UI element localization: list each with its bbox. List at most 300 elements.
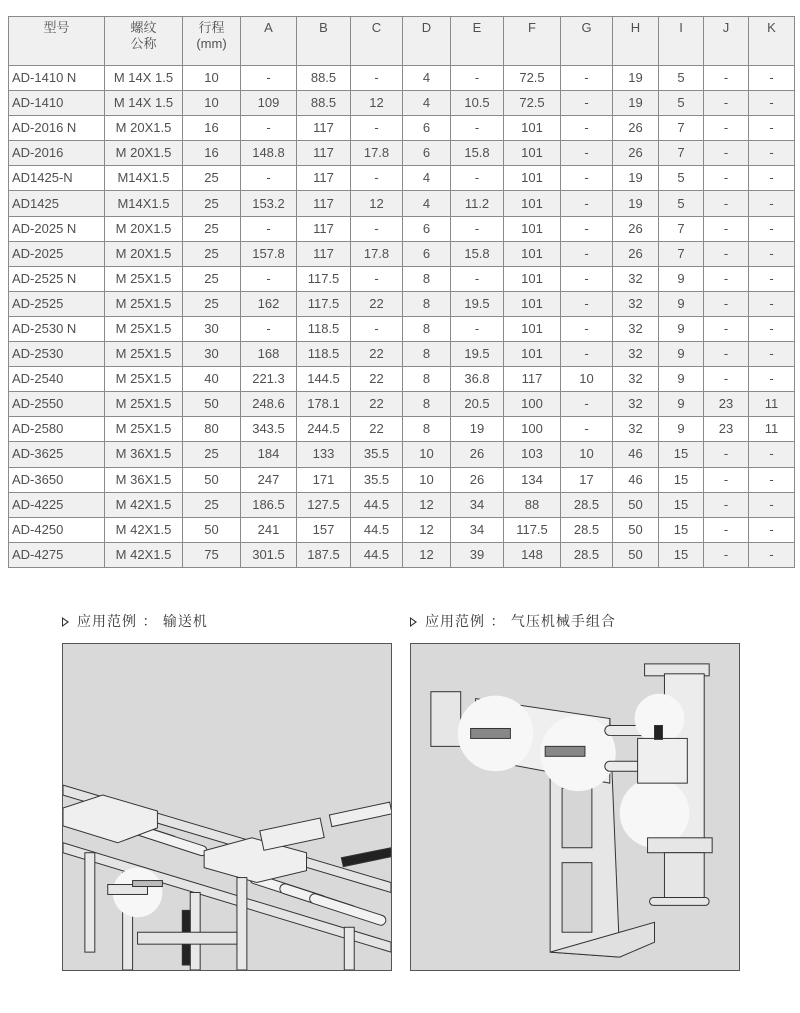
table-row <box>9 116 795 141</box>
model-cell: AD-3650 <box>9 467 105 492</box>
column-header-line1: 型号 <box>43 20 70 35</box>
table-cell: 301.5 <box>241 542 297 567</box>
table-cell: 28.5 <box>561 517 613 542</box>
table-cell: 6 <box>403 141 451 166</box>
table-cell: - <box>749 241 795 266</box>
table-cell: 10 <box>183 66 241 91</box>
table-cell: 22 <box>351 392 403 417</box>
table-row <box>9 216 795 241</box>
column-header-line1: H <box>630 20 641 35</box>
table-cell: 101 <box>504 166 561 191</box>
model-cell: AD-4275 <box>9 542 105 567</box>
table-cell: 118.5 <box>297 316 351 341</box>
model-cell: AD-1410 <box>9 91 105 116</box>
column-header-line1: B <box>319 20 328 35</box>
table-cell: - <box>704 291 749 316</box>
column-header <box>704 17 749 66</box>
table-row <box>9 442 795 467</box>
table-cell: 101 <box>504 266 561 291</box>
table-cell: 103 <box>504 442 561 467</box>
table-cell: 148 <box>504 542 561 567</box>
table-cell: 8 <box>403 316 451 341</box>
column-header <box>749 17 795 66</box>
table-cell: 5 <box>659 191 704 216</box>
table-cell: M 42X1.5 <box>105 492 183 517</box>
table-cell: 34 <box>451 492 504 517</box>
table-cell: 184 <box>241 442 297 467</box>
table-cell: 25 <box>183 166 241 191</box>
table-cell: - <box>749 367 795 392</box>
table-cell: - <box>749 216 795 241</box>
table-cell: 17 <box>561 467 613 492</box>
table-cell: 16 <box>183 141 241 166</box>
table-cell: 26 <box>451 442 504 467</box>
table-cell: 50 <box>613 517 659 542</box>
table-cell: - <box>704 116 749 141</box>
table-cell: 117 <box>297 166 351 191</box>
table-row <box>9 141 795 166</box>
model-cell: AD-2525 N <box>9 266 105 291</box>
table-cell: 343.5 <box>241 417 297 442</box>
table-cell: 12 <box>351 91 403 116</box>
table-cell: M 20X1.5 <box>105 116 183 141</box>
table-cell: 9 <box>659 417 704 442</box>
table-cell: 117 <box>297 216 351 241</box>
table-cell: 8 <box>403 367 451 392</box>
table-cell: 9 <box>659 316 704 341</box>
table-cell: - <box>561 191 613 216</box>
conveyor-drawing <box>63 644 391 970</box>
table-cell: M 42X1.5 <box>105 517 183 542</box>
column-header <box>451 17 504 66</box>
table-cell: 15.8 <box>451 241 504 266</box>
table-cell: M 25X1.5 <box>105 266 183 291</box>
table-cell: 10 <box>403 442 451 467</box>
table-cell: 25 <box>183 241 241 266</box>
table-cell: 8 <box>403 392 451 417</box>
table-cell: - <box>351 116 403 141</box>
table-cell: 32 <box>613 291 659 316</box>
table-cell: 26 <box>613 141 659 166</box>
table-cell: 11 <box>749 417 795 442</box>
table-cell: 117 <box>504 367 561 392</box>
table-cell: - <box>561 266 613 291</box>
table-cell: - <box>561 392 613 417</box>
table-cell: 10.5 <box>451 91 504 116</box>
table-cell: - <box>749 342 795 367</box>
table-cell: 17.8 <box>351 241 403 266</box>
table-cell: 15 <box>659 492 704 517</box>
table-cell: 117.5 <box>297 266 351 291</box>
table-cell: 44.5 <box>351 492 403 517</box>
table-cell: 20.5 <box>451 392 504 417</box>
table-cell: 101 <box>504 241 561 266</box>
table-cell: 7 <box>659 241 704 266</box>
table-cell: - <box>451 316 504 341</box>
table-cell: 4 <box>403 191 451 216</box>
table-cell: 12 <box>403 517 451 542</box>
table-row <box>9 367 795 392</box>
table-cell: 117 <box>297 241 351 266</box>
table-cell: - <box>749 467 795 492</box>
model-cell: AD1425-N <box>9 166 105 191</box>
table-row <box>9 467 795 492</box>
table-cell: - <box>704 367 749 392</box>
model-cell: AD-2016 <box>9 141 105 166</box>
table-cell: 28.5 <box>561 492 613 517</box>
table-cell: - <box>561 316 613 341</box>
table-cell: 44.5 <box>351 542 403 567</box>
table-cell: 39 <box>451 542 504 567</box>
table-cell: 25 <box>183 492 241 517</box>
table-cell: 178.1 <box>297 392 351 417</box>
table-cell: 8 <box>403 266 451 291</box>
table-cell: 157 <box>297 517 351 542</box>
table-cell: 186.5 <box>241 492 297 517</box>
table-cell: - <box>749 266 795 291</box>
table-cell: - <box>561 116 613 141</box>
table-cell: - <box>749 141 795 166</box>
table-cell: 101 <box>504 316 561 341</box>
table-cell: 248.6 <box>241 392 297 417</box>
table-cell: 247 <box>241 467 297 492</box>
column-header-line1: E <box>472 20 482 35</box>
model-cell: AD-2025 N <box>9 216 105 241</box>
table-row <box>9 66 795 91</box>
table-cell: 9 <box>659 342 704 367</box>
table-cell: 50 <box>183 392 241 417</box>
table-cell: - <box>749 316 795 341</box>
table-cell: M14X1.5 <box>105 191 183 216</box>
model-cell: AD-2025 <box>9 241 105 266</box>
table-cell: 12 <box>351 191 403 216</box>
table-cell: 40 <box>183 367 241 392</box>
table-cell: M 42X1.5 <box>105 542 183 567</box>
table-cell: 101 <box>504 116 561 141</box>
table-cell: 22 <box>351 417 403 442</box>
table-cell: - <box>704 216 749 241</box>
table-cell: 15 <box>659 542 704 567</box>
table-cell: - <box>351 316 403 341</box>
table-cell: - <box>749 291 795 316</box>
table-cell: - <box>749 442 795 467</box>
column-header-line1: G <box>581 20 592 35</box>
table-cell: 5 <box>659 166 704 191</box>
table-cell: - <box>704 191 749 216</box>
model-cell: AD-2530 N <box>9 316 105 341</box>
table-cell: 19 <box>613 191 659 216</box>
column-header <box>297 17 351 66</box>
table-cell: - <box>561 417 613 442</box>
table-cell: 101 <box>504 141 561 166</box>
table-cell: - <box>241 216 297 241</box>
table-cell: 171 <box>297 467 351 492</box>
column-header-line1: 螺纹 <box>130 20 157 35</box>
table-cell: 25 <box>183 216 241 241</box>
table-cell: 23 <box>704 392 749 417</box>
table-cell: 44.5 <box>351 517 403 542</box>
table-cell: - <box>451 166 504 191</box>
table-cell: - <box>241 66 297 91</box>
table-cell: - <box>749 91 795 116</box>
table-cell: 101 <box>504 191 561 216</box>
pneumatic-manipulator-illustration <box>410 643 740 971</box>
table-cell: 4 <box>403 166 451 191</box>
table-cell: 50 <box>183 517 241 542</box>
table-cell: 7 <box>659 141 704 166</box>
table-cell: 88 <box>504 492 561 517</box>
table-cell: - <box>704 342 749 367</box>
table-cell: M 25X1.5 <box>105 417 183 442</box>
spec-table <box>8 16 795 568</box>
column-header-line1: D <box>421 20 432 35</box>
table-cell: 8 <box>403 417 451 442</box>
model-cell: AD1425 <box>9 191 105 216</box>
table-cell: 46 <box>613 442 659 467</box>
table-row <box>9 91 795 116</box>
table-cell: 15.8 <box>451 141 504 166</box>
table-cell: - <box>749 542 795 567</box>
column-header-line1: J <box>722 20 730 35</box>
table-cell: 7 <box>659 216 704 241</box>
table-cell: - <box>561 291 613 316</box>
table-cell: 148.8 <box>241 141 297 166</box>
table-cell: 32 <box>613 392 659 417</box>
table-cell: 8 <box>403 291 451 316</box>
model-cell: AD-2525 <box>9 291 105 316</box>
table-cell: M 25X1.5 <box>105 316 183 341</box>
table-cell: 101 <box>504 291 561 316</box>
table-cell: 117 <box>297 191 351 216</box>
table-cell: M 25X1.5 <box>105 392 183 417</box>
table-cell: 244.5 <box>297 417 351 442</box>
manipulator-drawing <box>411 644 739 970</box>
model-cell: AD-3625 <box>9 442 105 467</box>
table-cell: 144.5 <box>297 367 351 392</box>
table-cell: - <box>704 492 749 517</box>
table-cell: 30 <box>183 316 241 341</box>
table-cell: 10 <box>403 467 451 492</box>
section-title-text: 应用范例 ： 气压机械手组合 <box>425 614 616 630</box>
table-cell: M 25X1.5 <box>105 342 183 367</box>
table-cell: 162 <box>241 291 297 316</box>
table-cell: 22 <box>351 342 403 367</box>
model-cell: AD-2580 <box>9 417 105 442</box>
table-row <box>9 291 795 316</box>
table-row <box>9 492 795 517</box>
column-header-line1: F <box>528 20 536 35</box>
table-cell: 4 <box>403 91 451 116</box>
column-header-line2: (mm) <box>196 36 227 51</box>
table-cell: 19.5 <box>451 342 504 367</box>
table-cell: 32 <box>613 367 659 392</box>
column-header <box>351 17 403 66</box>
column-header <box>659 17 704 66</box>
table-cell: - <box>241 266 297 291</box>
table-cell: 12 <box>403 542 451 567</box>
column-header-line1: A <box>264 20 273 35</box>
table-cell: - <box>704 517 749 542</box>
model-cell: AD-2550 <box>9 392 105 417</box>
table-cell: 25 <box>183 266 241 291</box>
table-cell: M 25X1.5 <box>105 367 183 392</box>
table-cell: 36.8 <box>451 367 504 392</box>
table-cell: - <box>704 316 749 341</box>
table-cell: - <box>704 141 749 166</box>
table-cell: 101 <box>504 216 561 241</box>
table-cell: 22 <box>351 291 403 316</box>
table-cell: 88.5 <box>297 66 351 91</box>
table-cell: 101 <box>504 342 561 367</box>
table-cell: 11 <box>749 392 795 417</box>
column-header <box>504 17 561 66</box>
table-cell: 118.5 <box>297 342 351 367</box>
table-cell: - <box>241 116 297 141</box>
table-cell: - <box>561 141 613 166</box>
table-cell: 19 <box>613 166 659 191</box>
table-row <box>9 241 795 266</box>
table-cell: - <box>704 166 749 191</box>
table-cell: - <box>704 241 749 266</box>
table-cell: - <box>561 342 613 367</box>
table-header-row <box>9 17 795 66</box>
table-cell: 25 <box>183 442 241 467</box>
section-title-text: 应用范例 ： 输送机 <box>77 614 208 630</box>
table-cell: 26 <box>451 467 504 492</box>
table-cell: - <box>241 316 297 341</box>
table-cell: - <box>351 66 403 91</box>
table-cell: 12 <box>403 492 451 517</box>
table-cell: 26 <box>613 241 659 266</box>
table-cell: - <box>351 166 403 191</box>
table-cell: - <box>561 216 613 241</box>
column-header <box>183 17 241 66</box>
table-cell: 9 <box>659 392 704 417</box>
table-cell: - <box>561 66 613 91</box>
table-cell: 100 <box>504 417 561 442</box>
table-cell: M 14X 1.5 <box>105 91 183 116</box>
table-cell: M 20X1.5 <box>105 141 183 166</box>
column-header <box>403 17 451 66</box>
table-cell: 133 <box>297 442 351 467</box>
table-cell: M14X1.5 <box>105 166 183 191</box>
model-cell: AD-2530 <box>9 342 105 367</box>
table-row <box>9 166 795 191</box>
table-cell: 28.5 <box>561 542 613 567</box>
table-cell: 10 <box>561 442 613 467</box>
table-cell: 221.3 <box>241 367 297 392</box>
table-cell: 117 <box>297 141 351 166</box>
table-cell: 25 <box>183 191 241 216</box>
table-body <box>9 66 795 568</box>
table-cell: - <box>351 216 403 241</box>
triangle-bullet-icon <box>62 617 69 627</box>
table-cell: - <box>241 166 297 191</box>
table-cell: 34 <box>451 517 504 542</box>
table-cell: 9 <box>659 291 704 316</box>
table-cell: 46 <box>613 467 659 492</box>
table-row <box>9 417 795 442</box>
table-cell: 32 <box>613 266 659 291</box>
table-cell: - <box>704 542 749 567</box>
table-cell: 117.5 <box>297 291 351 316</box>
table-cell: - <box>561 241 613 266</box>
table-cell: - <box>704 442 749 467</box>
table-row <box>9 266 795 291</box>
table-cell: 19 <box>451 417 504 442</box>
table-cell: - <box>561 166 613 191</box>
table-cell: 6 <box>403 216 451 241</box>
table-cell: 75 <box>183 542 241 567</box>
table-cell: 117.5 <box>504 517 561 542</box>
table-cell: 16 <box>183 116 241 141</box>
table-cell: - <box>561 91 613 116</box>
section-title-manipulator <box>410 612 616 632</box>
table-cell: - <box>749 191 795 216</box>
table-cell: 32 <box>613 342 659 367</box>
table-cell: 100 <box>504 392 561 417</box>
model-cell: AD-4250 <box>9 517 105 542</box>
conveyor-illustration <box>62 643 392 971</box>
table-cell: - <box>749 517 795 542</box>
table-row <box>9 517 795 542</box>
table-cell: M 36X1.5 <box>105 442 183 467</box>
model-cell: AD-2540 <box>9 367 105 392</box>
table-cell: 26 <box>613 116 659 141</box>
table-cell: 7 <box>659 116 704 141</box>
table-cell: 19 <box>613 66 659 91</box>
table-cell: 109 <box>241 91 297 116</box>
table-cell: - <box>451 66 504 91</box>
table-cell: 15 <box>659 467 704 492</box>
table-row <box>9 542 795 567</box>
table-cell: 4 <box>403 66 451 91</box>
column-header <box>613 17 659 66</box>
table-cell: 187.5 <box>297 542 351 567</box>
table-cell: 19 <box>613 91 659 116</box>
column-header <box>561 17 613 66</box>
table-cell: - <box>749 116 795 141</box>
table-row <box>9 191 795 216</box>
section-manipulator <box>410 612 616 632</box>
table-cell: 30 <box>183 342 241 367</box>
table-cell: 23 <box>704 417 749 442</box>
table-cell: M 20X1.5 <box>105 241 183 266</box>
table-cell: 127.5 <box>297 492 351 517</box>
table-cell: 50 <box>183 467 241 492</box>
column-header-line1: C <box>371 20 382 35</box>
table-cell: M 36X1.5 <box>105 467 183 492</box>
table-cell: M 14X 1.5 <box>105 66 183 91</box>
table-cell: M 25X1.5 <box>105 291 183 316</box>
table-cell: 10 <box>561 367 613 392</box>
model-cell: AD-1410 N <box>9 66 105 91</box>
table-cell: - <box>704 91 749 116</box>
table-cell: 9 <box>659 367 704 392</box>
table-cell: - <box>451 116 504 141</box>
table-cell: 6 <box>403 241 451 266</box>
column-header <box>9 17 105 66</box>
table-cell: 15 <box>659 517 704 542</box>
table-cell: - <box>749 166 795 191</box>
table-cell: - <box>704 66 749 91</box>
table-cell: 5 <box>659 91 704 116</box>
table-cell: 157.8 <box>241 241 297 266</box>
section-title-conveyor <box>62 612 208 632</box>
table-cell: 72.5 <box>504 91 561 116</box>
table-cell: 25 <box>183 291 241 316</box>
table-cell: 35.5 <box>351 442 403 467</box>
